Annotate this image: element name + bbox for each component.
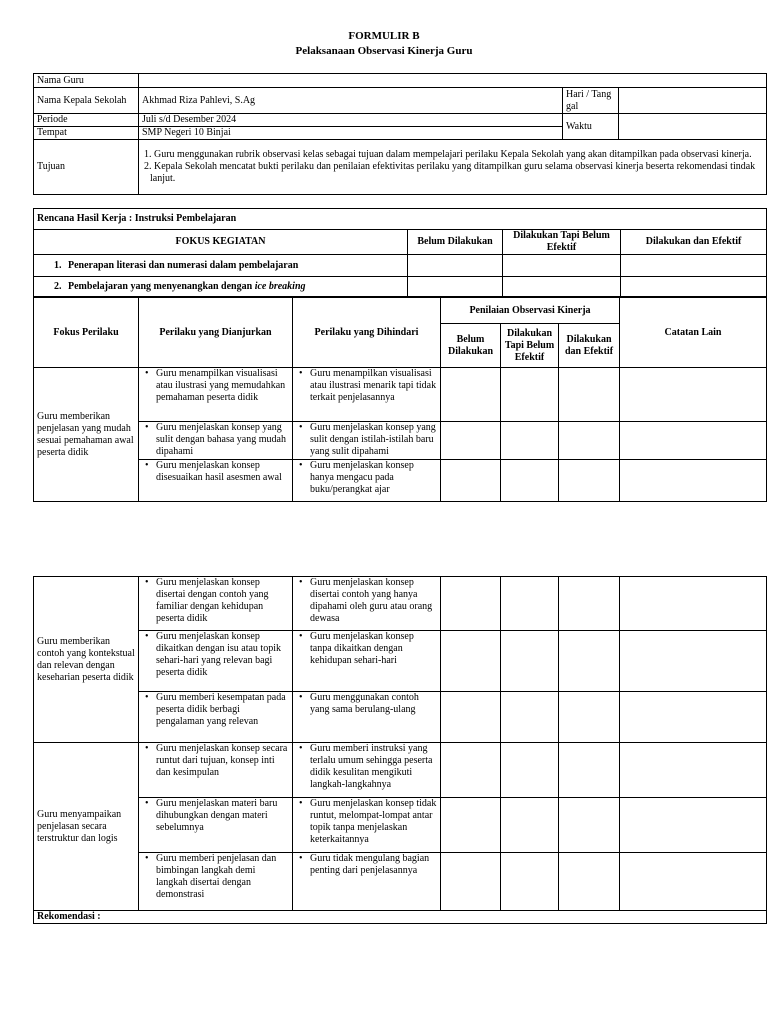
dihindari-header: Perilaku yang Dihindari — [293, 298, 441, 368]
focus-behavior: Guru memberikan penjelasan yang mudah sesuai pemahaman awal peserta didik — [34, 368, 139, 502]
avoided-item: • Guru memberi instruksi yang terlalu umum sehingga peserta didik kesulitan mengikuti langkah-langkahnya — [310, 743, 437, 791]
activity-number: 1. — [54, 259, 62, 271]
recommended-behavior — [139, 853, 293, 911]
avoided-behavior — [293, 368, 441, 422]
fokus-kegiatan-header: FOKUS KEGIATAN — [34, 230, 408, 255]
rating-tapi-cell[interactable] — [501, 853, 559, 911]
form-title: FORMULIR B — [348, 30, 420, 42]
waktu-label: Waktu — [563, 114, 619, 140]
rating-efektif-cell[interactable] — [559, 798, 620, 853]
avoided-item: • Guru menggunakan contoh yang sama berulang-ulang — [310, 692, 437, 716]
recommended-item: • Guru menampilkan visualisasi atau ilustrasi yang memudahkan pemahaman peserta didik — [156, 368, 289, 404]
catatan-cell[interactable] — [620, 692, 767, 743]
tujuan-item: 2. Kepala Sekolah mencatat bukti perilaku dan penilaian efektivitas perilaku yang ditampilkan guru selama observasi kinerja beserta rekomendasi tindak lanjut. — [144, 161, 756, 184]
recommended-item: • Guru menjelaskan materi baru dihubungkan dengan materi sebelumnya — [156, 798, 289, 834]
rating-tapi-cell[interactable] — [501, 798, 559, 853]
rating-tapi-cell[interactable] — [501, 422, 559, 460]
activity-text: Penerapan literasi dan numerasi dalam pembelajaran — [68, 259, 299, 271]
tapi-belum-efektif-subheader: Dilakukan Tapi Belum Efektif — [501, 324, 559, 368]
recommended-behavior — [139, 577, 293, 631]
belum-dilakukan-header: Belum Dilakukan — [408, 230, 503, 255]
hari-label: Hari / Tanggal — [563, 88, 619, 114]
recommended-item: • Guru menjelaskan konsep secara runtut dari tujuan, konsep inti dan kesimpulan — [156, 743, 289, 779]
catatan-cell[interactable] — [620, 798, 767, 853]
belum-dilakukan-subheader: Belum Dilakukan — [441, 324, 501, 368]
catatan-cell[interactable] — [620, 368, 767, 422]
rating-belum-cell[interactable] — [441, 853, 501, 911]
rating-belum-cell[interactable] — [441, 692, 501, 743]
rating-belum-cell[interactable] — [441, 743, 501, 798]
recommended-item: • Guru memberi penjelasan dan bimbingan langkah demi langkah disertai dengan demonstrasi — [156, 853, 289, 901]
nama-guru-field[interactable] — [139, 74, 767, 88]
periode-field[interactable]: Juli s/d Desember 2024 — [139, 114, 563, 127]
rating-efektif-cell[interactable] — [559, 853, 620, 911]
avoided-item: • Guru menjelaskan konsep tanpa dikaitkan dengan kehidupan sehari-hari — [310, 631, 437, 667]
periode-label: Periode — [34, 114, 139, 127]
avoided-behavior — [293, 798, 441, 853]
rating-belum-cell[interactable] — [441, 631, 501, 692]
rating-efektif-cell[interactable] — [559, 460, 620, 502]
kepala-field[interactable]: Akhmad Riza Pahlevi, S.Ag — [139, 88, 563, 114]
catatan-cell[interactable] — [620, 631, 767, 692]
avoided-behavior — [293, 460, 441, 502]
activity-text: Pembelajaran yang menyenangkan dengan — [68, 280, 255, 292]
rating-efektif-cell[interactable] — [559, 743, 620, 798]
rating-belum-cell[interactable] — [441, 368, 501, 422]
tujuan-content — [139, 140, 767, 195]
avoided-behavior — [293, 692, 441, 743]
avoided-item: • Guru menjelaskan konsep hanya mengacu pada buku/perangkat ajar — [310, 460, 437, 496]
activity-2-belum-cell[interactable] — [408, 277, 503, 297]
recommended-behavior — [139, 798, 293, 853]
recommended-item: • Guru menjelaskan konsep dikaitkan dengan isu atau topik sehari-hari yang relevan bagi peserta didik — [156, 631, 289, 679]
tapi-belum-efektif-header: Dilakukan Tapi Belum Efektif — [503, 230, 621, 255]
recommended-behavior — [139, 460, 293, 502]
rating-efektif-cell[interactable] — [559, 692, 620, 743]
activity-2-efektif-cell[interactable] — [621, 277, 767, 297]
recommended-behavior — [139, 743, 293, 798]
rating-efektif-cell[interactable] — [559, 368, 620, 422]
activity-row-1 — [34, 255, 408, 277]
rating-tapi-cell[interactable] — [501, 692, 559, 743]
nama-guru-label: Nama Guru — [34, 74, 139, 88]
activity-2-tapi-cell[interactable] — [503, 277, 621, 297]
focus-behavior: Guru memberikan contoh yang kontekstual dan relevan dengan keseharian peserta didik — [34, 577, 139, 743]
recommended-behavior — [139, 422, 293, 460]
identity-table — [33, 73, 767, 195]
focus-activity-table — [33, 208, 767, 297]
tempat-label: Tempat — [34, 127, 139, 140]
activity-row-2 — [34, 277, 408, 297]
activity-1-belum-cell[interactable] — [408, 255, 503, 277]
catatan-cell[interactable] — [620, 853, 767, 911]
recommended-item: • Guru menjelaskan konsep disesuaikan hasil asesmen awal — [156, 460, 289, 484]
fokus-perilaku-header: Fokus Perilaku — [34, 298, 139, 368]
rating-efektif-cell[interactable] — [559, 577, 620, 631]
dianjurkan-header: Perilaku yang Dianjurkan — [139, 298, 293, 368]
catatan-cell[interactable] — [620, 743, 767, 798]
recommended-item: • Guru menjelaskan konsep yang sulit dengan bahasa yang mudah dipahami — [156, 422, 289, 458]
catatan-cell[interactable] — [620, 422, 767, 460]
activity-1-tapi-cell[interactable] — [503, 255, 621, 277]
recommended-behavior — [139, 368, 293, 422]
rating-belum-cell[interactable] — [441, 798, 501, 853]
observation-table-part2 — [33, 576, 767, 924]
recommended-behavior — [139, 692, 293, 743]
avoided-item: • Guru menjelaskan konsep disertai contoh yang hanya dipahami oleh guru atau orang dewasa — [310, 577, 437, 625]
rating-tapi-cell[interactable] — [501, 743, 559, 798]
recommended-behavior — [139, 631, 293, 692]
rating-tapi-cell[interactable] — [501, 368, 559, 422]
rating-tapi-cell[interactable] — [501, 631, 559, 692]
catatan-header: Catatan Lain — [620, 298, 767, 368]
rating-belum-cell[interactable] — [441, 577, 501, 631]
form-subtitle: Pelaksanaan Observasi Kinerja Guru — [295, 45, 473, 57]
kepala-label: Nama Kepala Sekolah — [34, 88, 139, 114]
tujuan-label: Tujuan — [34, 140, 139, 195]
activity-1-efektif-cell[interactable] — [621, 255, 767, 277]
observation-table-part1 — [33, 297, 767, 502]
catatan-cell[interactable] — [620, 460, 767, 502]
rating-belum-cell[interactable] — [441, 422, 501, 460]
recommended-item: • Guru memberi kesempatan pada peserta didik berbagi pengalaman yang relevan — [156, 692, 289, 728]
hari-field[interactable] — [619, 88, 767, 114]
activity-number: 2. — [54, 280, 62, 292]
avoided-item: • Guru tidak mengulang bagian penting dari penjelasannya — [310, 853, 437, 877]
rating-tapi-cell[interactable] — [501, 577, 559, 631]
avoided-item: • Guru menjelaskan konsep tidak runtut, melompat-lompat antar topik tanpa menjelaskan keterkaitannya — [310, 798, 437, 846]
focus-behavior: Guru menyampaikan penjelasan secara terstruktur dan logis — [34, 743, 139, 911]
rating-efektif-cell[interactable] — [559, 422, 620, 460]
tempat-field[interactable]: SMP Negeri 10 Binjai — [139, 127, 563, 140]
rekomendasi-row[interactable]: Rekomendasi : — [34, 911, 767, 924]
catatan-cell[interactable] — [620, 577, 767, 631]
avoided-behavior — [293, 631, 441, 692]
avoided-item: • Guru menampilkan visualisasi atau ilustrasi menarik tapi tidak terkait penjelasannya — [310, 368, 437, 404]
rating-tapi-cell[interactable] — [501, 460, 559, 502]
dilakukan-efektif-subheader: Dilakukan dan Efektif — [559, 324, 620, 368]
rating-efektif-cell[interactable] — [559, 631, 620, 692]
rating-belum-cell[interactable] — [441, 460, 501, 502]
activity-emphasis: ice breaking — [254, 280, 306, 292]
avoided-item: • Guru menjelaskan konsep yang sulit dengan istilah-istilah baru yang sulit dipahami — [310, 422, 437, 458]
avoided-behavior — [293, 743, 441, 798]
rhk-heading: Rencana Hasil Kerja : Instruksi Pembelajaran — [34, 209, 767, 230]
waktu-field[interactable] — [619, 114, 767, 140]
avoided-behavior — [293, 422, 441, 460]
tujuan-item: 1. Guru menggunakan rubrik observasi kelas sebagai tujuan dalam mempelajari perilaku Kepala Sekolah yang akan ditampilkan pada observasi kinerja. — [144, 149, 752, 160]
avoided-behavior — [293, 853, 441, 911]
penilaian-header: Penilaian Observasi Kinerja — [441, 298, 620, 324]
dilakukan-efektif-header: Dilakukan dan Efektif — [621, 230, 767, 255]
recommended-item: • Guru menjelaskan konsep disertai dengan contoh yang familiar dengan kehidupan peserta didik — [156, 577, 289, 625]
avoided-behavior — [293, 577, 441, 631]
